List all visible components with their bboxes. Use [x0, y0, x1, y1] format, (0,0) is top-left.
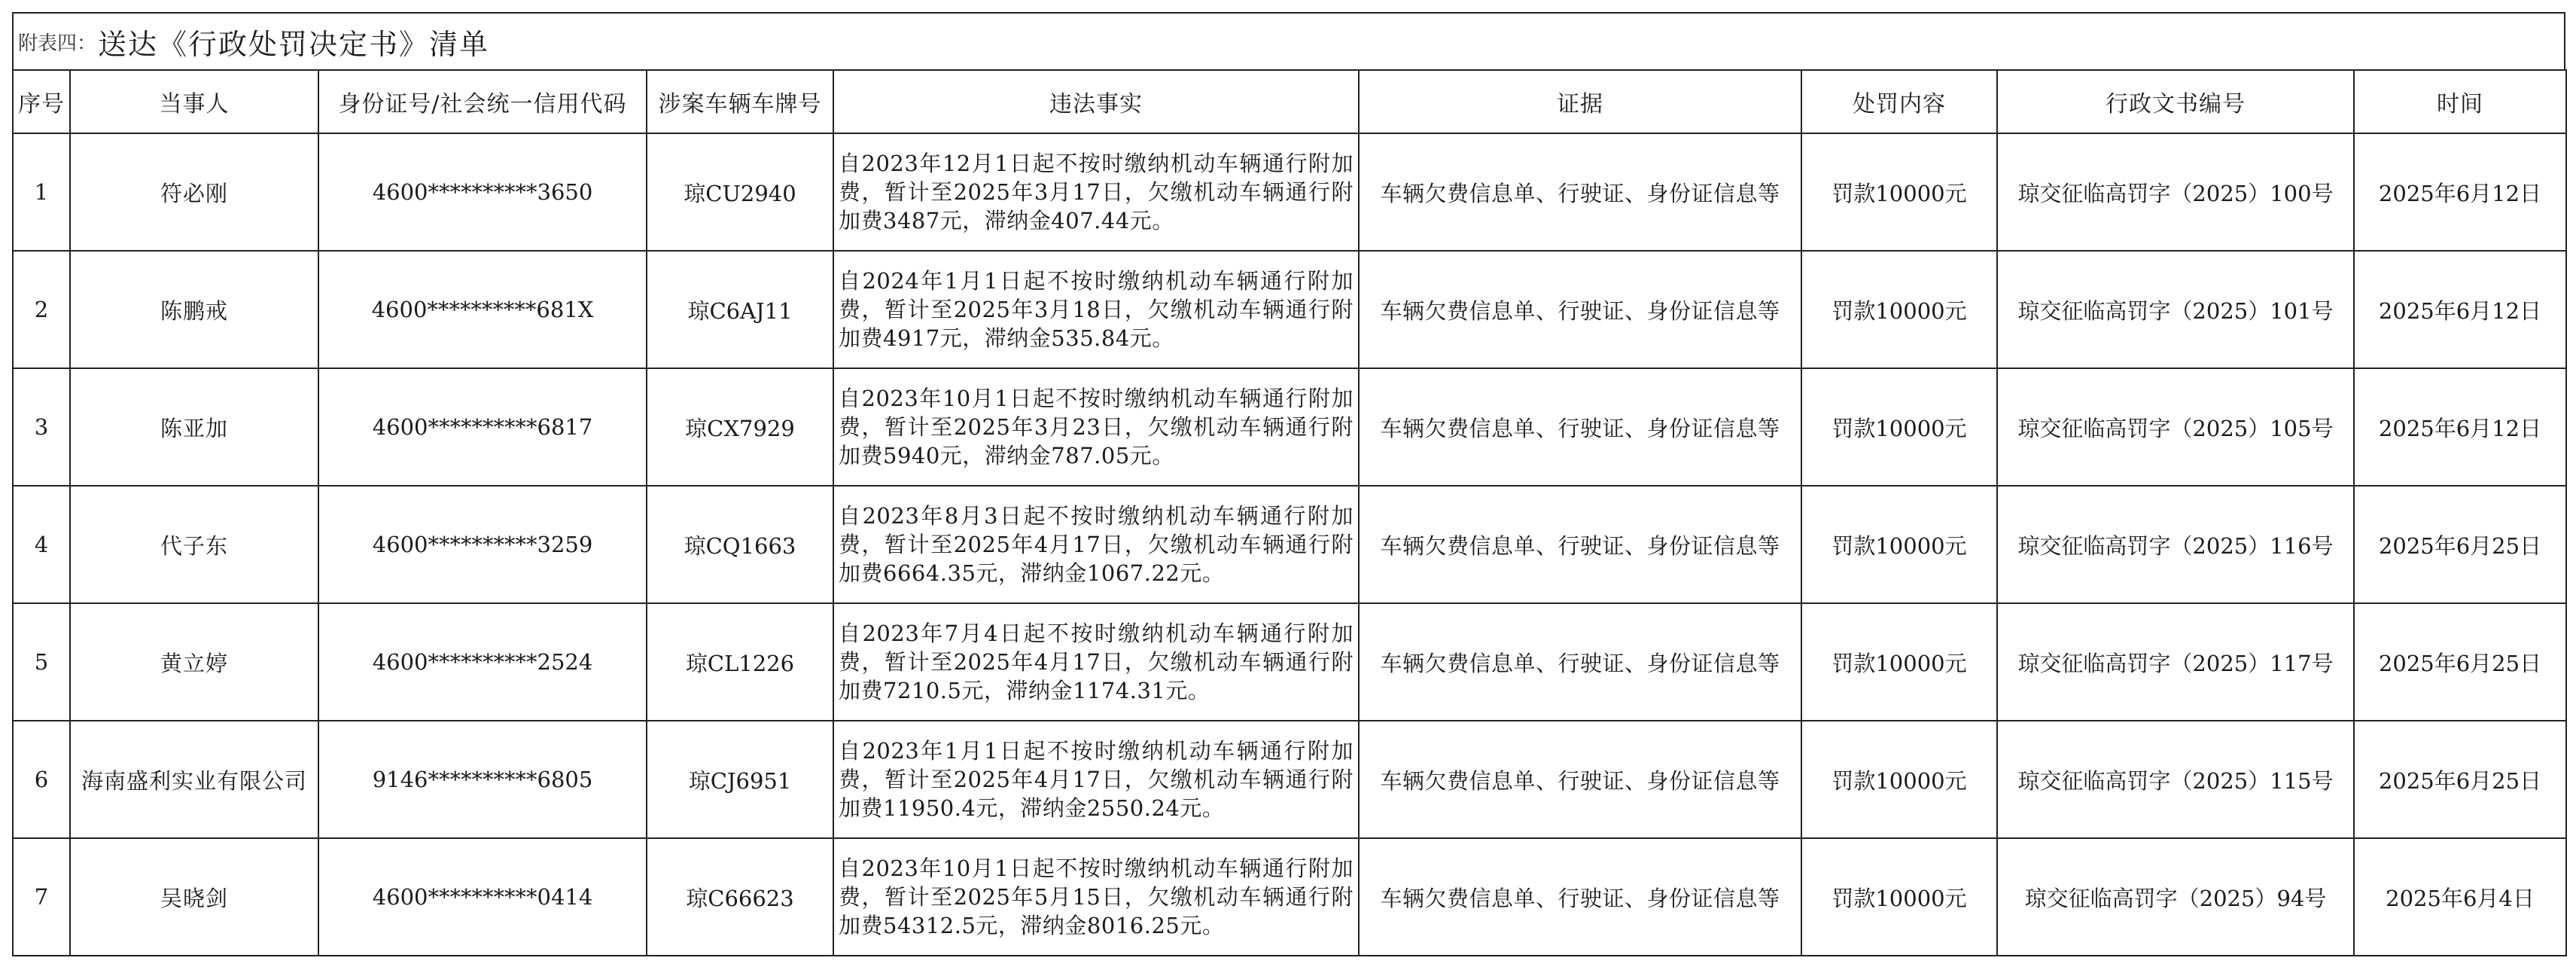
cell-party: 黄立婷	[70, 603, 318, 721]
cell-doc-no: 琼交征临高罚字（2025）100号	[1997, 133, 2354, 251]
cell-evidence: 车辆欠费信息单、行驶证、身份证信息等	[1359, 251, 1801, 368]
cell-facts: 自2023年12月1日起不按时缴纳机动车辆通行附加费，暂计至2025年3月17日，欠缴机动车辆通行附加费3487元，滞纳金407.44元。	[833, 133, 1359, 251]
cell-party: 符必刚	[70, 133, 318, 251]
cell-no: 4	[13, 486, 70, 603]
header-doc-no: 行政文书编号	[1997, 70, 2354, 133]
table-row	[13, 838, 2566, 956]
title-prefix: 附表四：	[18, 32, 97, 55]
cell-evidence: 车辆欠费信息单、行驶证、身份证信息等	[1359, 368, 1801, 486]
header-id: 身份证号/社会统一信用代码	[318, 70, 647, 133]
cell-evidence: 车辆欠费信息单、行驶证、身份证信息等	[1359, 133, 1801, 251]
cell-id: 4600**********0414	[318, 838, 647, 956]
cell-no: 5	[13, 603, 70, 721]
cell-penalty: 罚款10000元	[1801, 721, 1997, 838]
cell-evidence: 车辆欠费信息单、行驶证、身份证信息等	[1359, 721, 1801, 838]
cell-penalty: 罚款10000元	[1801, 838, 1997, 956]
cell-facts: 自2023年10月1日起不按时缴纳机动车辆通行附加费，暂计至2025年3月23日，欠缴机动车辆通行附加费5940元，滞纳金787.05元。	[833, 368, 1359, 486]
cell-doc-no: 琼交征临高罚字（2025）101号	[1997, 251, 2354, 368]
cell-id: 4600**********3650	[318, 133, 647, 251]
cell-plate: 琼C66623	[647, 838, 833, 956]
cell-evidence: 车辆欠费信息单、行驶证、身份证信息等	[1359, 603, 1801, 721]
cell-facts: 自2023年7月4日起不按时缴纳机动车辆通行附加费，暂计至2025年4月17日，欠缴机动车辆通行附加费7210.5元，滞纳金1174.31元。	[833, 603, 1359, 721]
cell-facts: 自2023年8月3日起不按时缴纳机动车辆通行附加费，暂计至2025年4月17日，欠缴机动车辆通行附加费6664.35元，滞纳金1067.22元。	[833, 486, 1359, 603]
table-row	[13, 486, 2566, 603]
cell-id: 4600**********6817	[318, 368, 647, 486]
cell-facts: 自2023年1月1日起不按时缴纳机动车辆通行附加费，暂计至2025年4月17日，欠缴机动车辆通行附加费11950.4元，滞纳金2550.24元。	[833, 721, 1359, 838]
penalty-table	[12, 69, 2567, 956]
table-row	[13, 721, 2566, 838]
cell-id: 9146**********6805	[318, 721, 647, 838]
cell-no: 1	[13, 133, 70, 251]
cell-evidence: 车辆欠费信息单、行驶证、身份证信息等	[1359, 486, 1801, 603]
cell-penalty: 罚款10000元	[1801, 368, 1997, 486]
header-facts: 违法事实	[833, 70, 1359, 133]
header-row	[13, 70, 2566, 133]
cell-date: 2025年6月25日	[2354, 721, 2566, 838]
cell-penalty: 罚款10000元	[1801, 251, 1997, 368]
header-evidence: 证据	[1359, 70, 1801, 133]
cell-party: 吴晓剑	[70, 838, 318, 956]
cell-plate: 琼CJ6951	[647, 721, 833, 838]
cell-id: 4600**********2524	[318, 603, 647, 721]
cell-plate: 琼CX7929	[647, 368, 833, 486]
cell-penalty: 罚款10000元	[1801, 603, 1997, 721]
cell-no: 6	[13, 721, 70, 838]
cell-date: 2025年6月12日	[2354, 251, 2566, 368]
cell-facts: 自2024年1月1日起不按时缴纳机动车辆通行附加费，暂计至2025年3月18日，欠缴机动车辆通行附加费4917元，滞纳金535.84元。	[833, 251, 1359, 368]
page-title	[12, 12, 2565, 69]
cell-id: 4600**********681X	[318, 251, 647, 368]
title-main: 送达《行政处罚决定书》清单	[98, 27, 490, 61]
cell-doc-no: 琼交征临高罚字（2025）116号	[1997, 486, 2354, 603]
table-row	[13, 133, 2566, 251]
cell-doc-no: 琼交征临高罚字（2025）94号	[1997, 838, 2354, 956]
table-row	[13, 251, 2566, 368]
cell-id: 4600**********3259	[318, 486, 647, 603]
cell-doc-no: 琼交征临高罚字（2025）117号	[1997, 603, 2354, 721]
cell-doc-no: 琼交征临高罚字（2025）105号	[1997, 368, 2354, 486]
table-row	[13, 603, 2566, 721]
cell-party: 代子东	[70, 486, 318, 603]
cell-date: 2025年6月12日	[2354, 133, 2566, 251]
cell-date: 2025年6月4日	[2354, 838, 2566, 956]
cell-facts: 自2023年10月1日起不按时缴纳机动车辆通行附加费，暂计至2025年5月15日，欠缴机动车辆通行附加费54312.5元，滞纳金8016.25元。	[833, 838, 1359, 956]
header-plate: 涉案车辆车牌号	[647, 70, 833, 133]
header-date: 时间	[2354, 70, 2566, 133]
cell-no: 7	[13, 838, 70, 956]
cell-party: 陈亚加	[70, 368, 318, 486]
cell-plate: 琼CL1226	[647, 603, 833, 721]
document-sheet	[12, 12, 2565, 958]
header-no: 序号	[13, 70, 70, 133]
cell-no: 3	[13, 368, 70, 486]
table-row	[13, 368, 2566, 486]
cell-party: 海南盛利实业有限公司	[70, 721, 318, 838]
cell-plate: 琼CU2940	[647, 133, 833, 251]
cell-plate: 琼C6AJ11	[647, 251, 833, 368]
cell-date: 2025年6月12日	[2354, 368, 2566, 486]
cell-date: 2025年6月25日	[2354, 603, 2566, 721]
header-party: 当事人	[70, 70, 318, 133]
cell-evidence: 车辆欠费信息单、行驶证、身份证信息等	[1359, 838, 1801, 956]
cell-no: 2	[13, 251, 70, 368]
cell-plate: 琼CQ1663	[647, 486, 833, 603]
cell-penalty: 罚款10000元	[1801, 486, 1997, 603]
cell-doc-no: 琼交征临高罚字（2025）115号	[1997, 721, 2354, 838]
cell-date: 2025年6月25日	[2354, 486, 2566, 603]
header-penalty: 处罚内容	[1801, 70, 1997, 133]
cell-party: 陈鹏戒	[70, 251, 318, 368]
cell-penalty: 罚款10000元	[1801, 133, 1997, 251]
